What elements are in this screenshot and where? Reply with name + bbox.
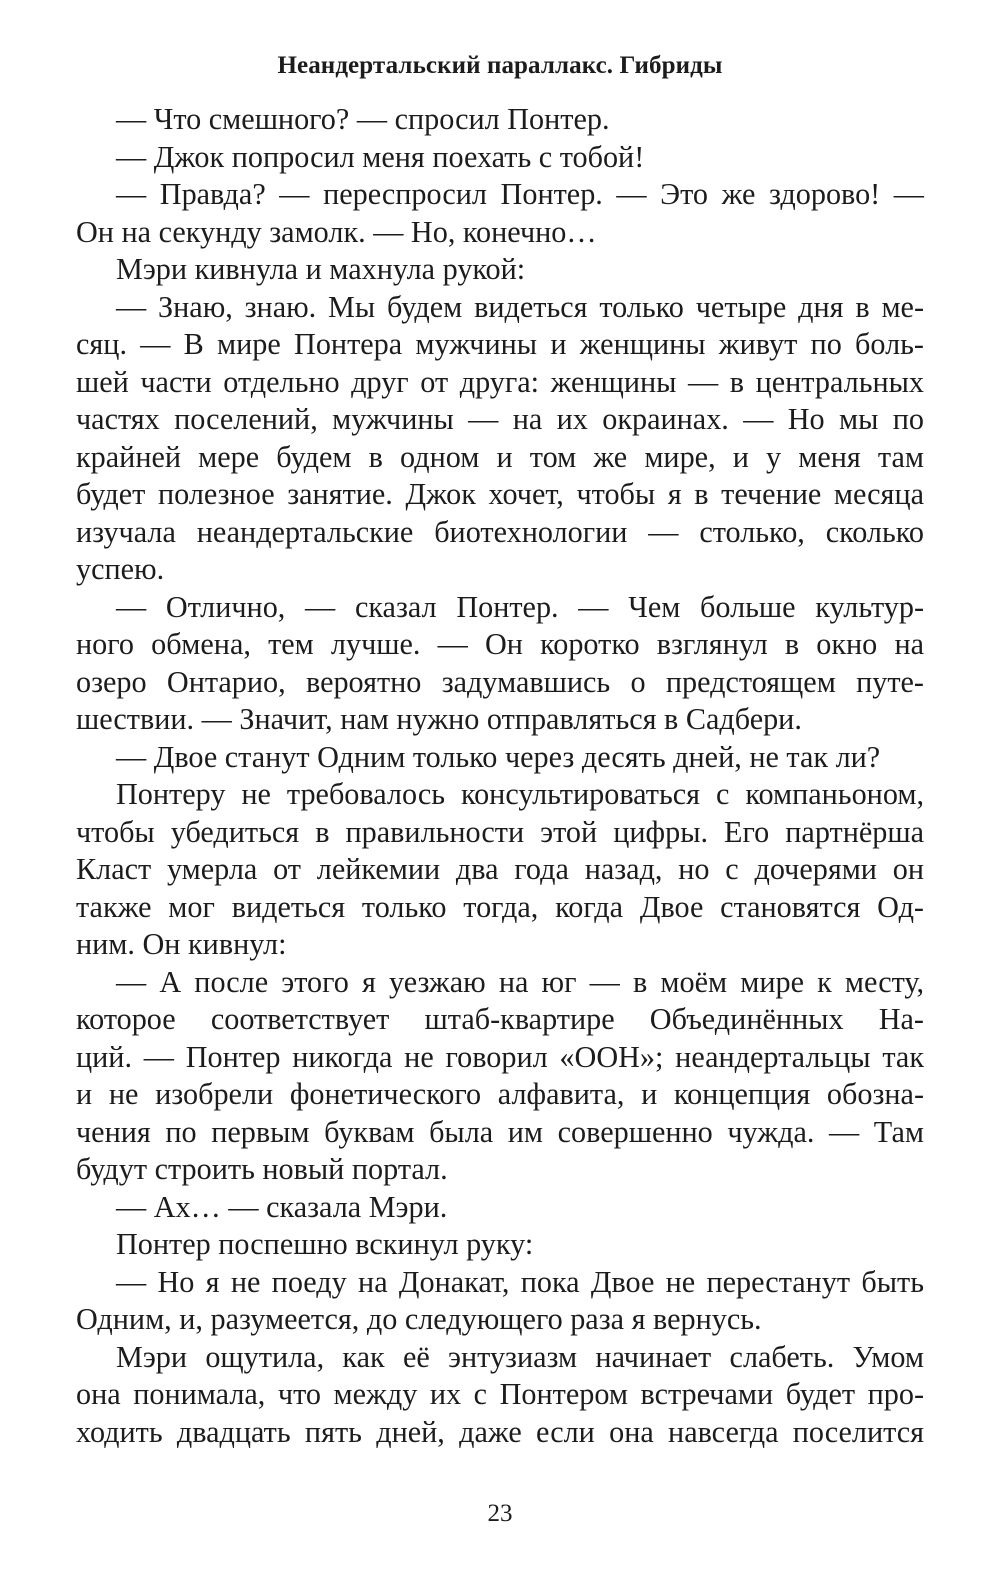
text-line: Понтеру не требовалось консультироваться с компаньоном, xyxy=(116,777,924,811)
page-number: 23 xyxy=(487,1500,513,1527)
text-line: Одним, и, разумеется, до следующего раза я вернусь. xyxy=(76,1302,762,1336)
text-line: чения по первым буквам была им совершенно чужда. — Там xyxy=(76,1114,924,1149)
text-line: ного обмена, тем лучше. — Он коротко взглянул в окно на xyxy=(76,627,924,661)
running-header: Неандертальский параллакс. Гибриды xyxy=(277,52,723,79)
text-line: Понтер поспешно вскинул руку: xyxy=(116,1227,534,1261)
text-line: — А после этого я уезжаю на юг — в моём мире к месту, xyxy=(116,964,924,999)
body-text xyxy=(76,101,924,1451)
text-line: изучала неандертальские биотехнологии — столько, сколько xyxy=(76,514,924,549)
text-line: крайней мере будем в одном и том же мире, и у меня там xyxy=(76,439,924,474)
text-line: — Знаю, знаю. Мы будем видеться только четыре дня в ме- xyxy=(116,289,924,324)
text-line: также мог видеться только тогда, когда Двое становятся Од- xyxy=(76,889,924,924)
text-line: будут строить новый портал. xyxy=(76,1152,448,1186)
text-line: Класт умерла от лейкемии два года назад, но с дочерями он xyxy=(76,852,924,886)
text-line: частях поселений, мужчины — на их окраинах. — Но мы по xyxy=(76,402,924,436)
text-line: — Двое станут Одним только через десять дней, не так ли? xyxy=(116,739,881,774)
text-line: озеро Онтарио, вероятно задумавшись о предстоящем путе- xyxy=(76,664,924,699)
text-line: ходить двадцать пять дней, даже если она навсегда поселится xyxy=(76,1414,924,1449)
text-line: и не изобрели фонетического алфавита, и концепция обозна- xyxy=(76,1077,924,1111)
text-line: Мэри кивнула и махнула рукой: xyxy=(116,252,526,286)
text-line: ним. Он кивнул: xyxy=(76,927,287,961)
text-line: она понимала, что между их с Понтером встречами будет про- xyxy=(76,1377,924,1411)
text-line: — Но я не поеду на Донакат, пока Двое не перестанут быть xyxy=(116,1264,924,1299)
text-line: — Джок попросил меня поехать с тобой! xyxy=(116,139,645,174)
text-line: шествии. — Значит, нам нужно отправляться в Садбери. xyxy=(76,702,802,736)
text-line: — Отлично, — сказал Понтер. — Чем больше культур- xyxy=(116,589,924,624)
text-line: будет полезное занятие. Джок хочет, чтобы я в течение месяца xyxy=(76,477,924,511)
text-line: шей части отдельно друг от друга: женщины — в центральных xyxy=(76,364,924,399)
text-line: — Правда? — переспросил Понтер. — Это же здорово! — xyxy=(116,177,924,211)
text-line: ций. — Понтер никогда не говорил «ООН»; неандертальцы так xyxy=(76,1039,924,1074)
text-line: Мэри ощутила, как её энтузиазм начинает слабеть. Умом xyxy=(116,1339,924,1374)
text-line: — Что смешного? — спросил Понтер. xyxy=(116,102,610,136)
text-line: Он на секунду замолк. — Но, конечно… xyxy=(76,214,597,249)
text-line: которое соответствует штаб-квартире Объединённых На- xyxy=(76,1002,924,1036)
text-line: успею. xyxy=(76,552,165,586)
text-line: сяц. — В мире Понтера мужчины и женщины живут по боль- xyxy=(76,327,924,361)
text-line: — Ах… — сказала Мэри. xyxy=(116,1189,448,1224)
text-line: чтобы убедиться в правильности этой цифры. Его партнёрша xyxy=(76,814,924,849)
